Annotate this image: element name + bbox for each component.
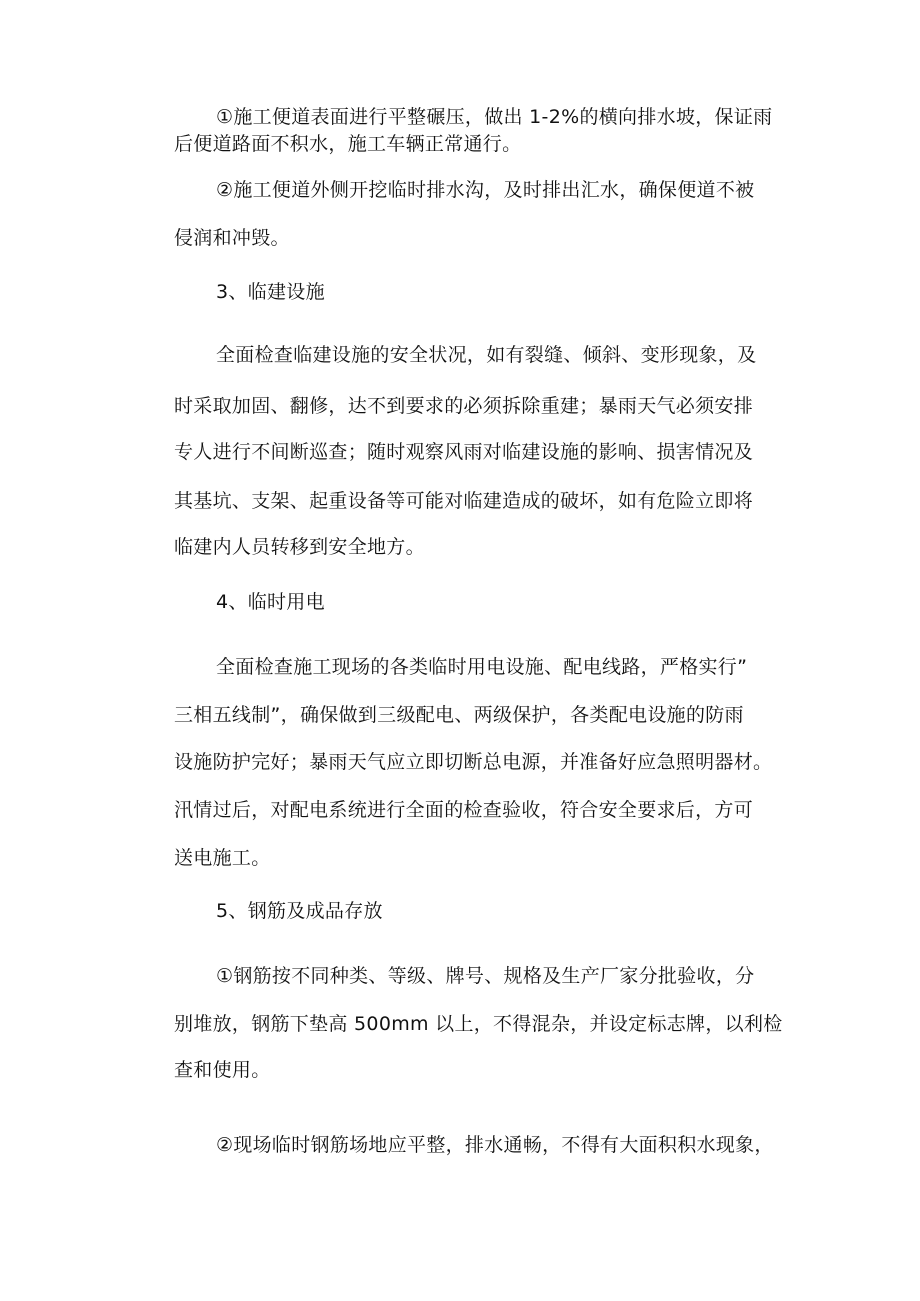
text-line: 送电施工。 [174,847,271,869]
text-line: 4、临时用电 [216,591,325,613]
text-line: 别堆放，钢筋下垫高 500mm 以上，不得混杂，并设定标志牌，以利检 [174,1013,783,1035]
text-line: 临建内人员转移到安全地方。 [174,536,425,558]
text-line: ②施工便道外侧开挖临时排水沟，及时排出汇水，确保便道不被 [216,179,755,201]
text-line: 3、临建设施 [216,281,325,303]
text-line: 后便道路面不积水，施工车辆正常通行。 [174,133,522,155]
text-line: ①施工便道表面进行平整碾压，做出 1-2%的横向排水坡，保证雨 [216,106,773,128]
text-line: 5、钢筋及成品存放 [216,900,383,922]
text-line: 设施防护完好；暴雨天气应立即切断总电源，并准备好应急照明器材。 [174,751,773,773]
text-line: 侵润和冲毁。 [174,227,290,249]
text-line: 全面检查临建设施的安全状况，如有裂缝、倾斜、变形现象，及 [216,344,757,366]
text-line: 其基坑、支架、起重设备等可能对临建造成的破坏，如有危险立即将 [174,490,754,512]
text-line: 查和使用。 [174,1059,271,1081]
text-line: ①钢筋按不同种类、等级、牌号、规格及生产厂家分批验收，分 [216,965,755,987]
text-line: 汛情过后，对配电系统进行全面的检查验收，符合安全要求后，方可 [174,799,754,821]
text-line: 全面检查施工现场的各类临时用电设施、配电线路，严格实行” [216,656,748,678]
text-line: 三相五线制”，确保做到三级配电、两级保护，各类配电设施的防雨 [174,704,744,726]
text-line: 专人进行不间断巡查；随时观察风雨对临建设施的影响、损害情况及 [174,441,754,463]
text-line: ②现场临时钢筋场地应平整，排水通畅，不得有大面积积水现象， [216,1134,774,1156]
text-line: 时采取加固、翻修，达不到要求的必须拆除重建；暴雨天气必须安排 [174,395,754,417]
